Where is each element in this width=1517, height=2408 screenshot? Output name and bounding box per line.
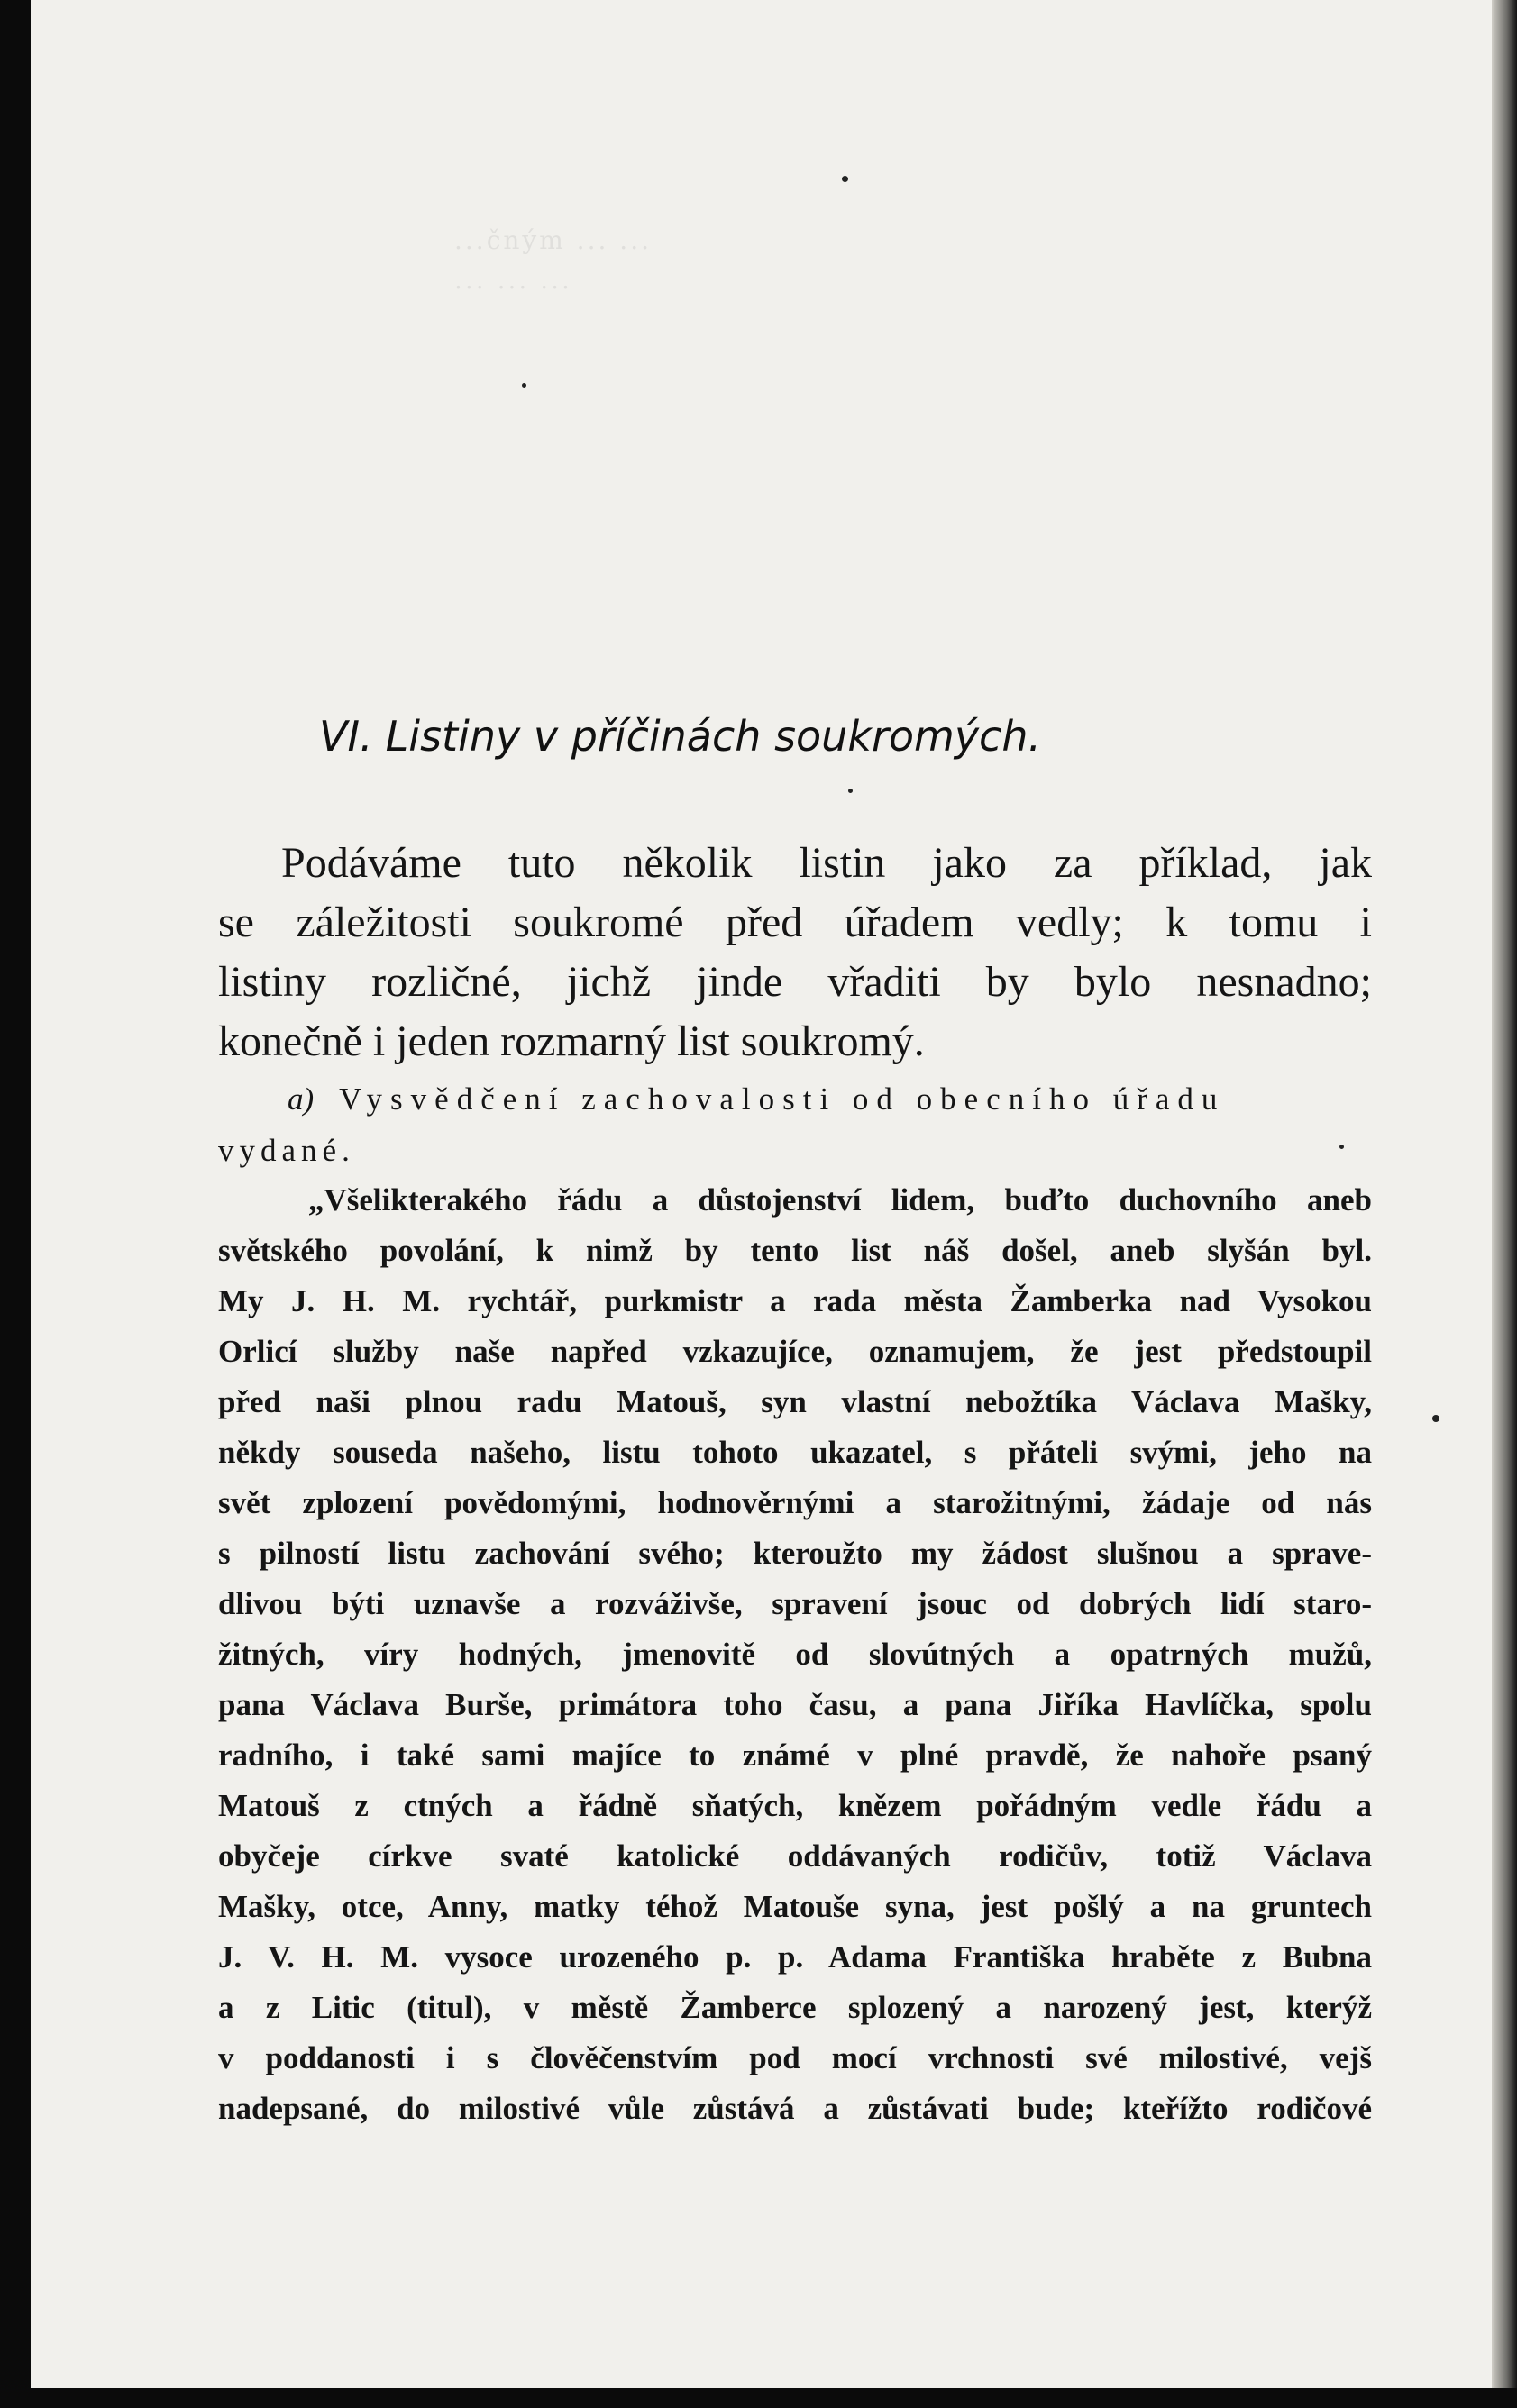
speck: [1432, 1415, 1439, 1422]
subheading-line: [288, 1081, 1372, 1117]
subheading-marker: a): [288, 1081, 315, 1117]
body-line: svět zplození povědomými, hodnověrnými a starožitnými, žádaje od nás: [218, 1485, 1372, 1520]
body-line: před naši plnou radu Matouš, syn vlastní nebožtíka Václava Mašky,: [218, 1384, 1372, 1419]
book-binding-shadow: [0, 0, 31, 2408]
section-title: Listiny v příčinách soukromých.: [385, 712, 1042, 761]
body-line: Orlicí služby naše napřed vzkazujíce, oznamujem, že jest předstoupil: [218, 1334, 1372, 1369]
body-line: radního, i také sami majíce to známé v plné pravdě, že nahoře psaný: [218, 1738, 1372, 1773]
body-line: dlivou býti uznavše a rozváživše, spravení jsouc od dobrých lidí staro-: [218, 1586, 1372, 1621]
speck: [848, 789, 853, 793]
body-line: Mašky, otce, Anny, matky téhož Matouše syna, jest pošlý a na gruntech: [218, 1889, 1372, 1924]
body-line: nadepsané, do milostivé vůle zůstává a zůstávati bude; kteřížto rodičové: [218, 2091, 1372, 2126]
body-line: někdy souseda našeho, listu tohoto ukazatel, s přáteli svými, jeho na: [218, 1435, 1372, 1470]
body-line: pana Václava Burše, primátora toho času, a pana Jiříka Havlíčka, spolu: [218, 1687, 1372, 1722]
body-line: žitných, víry hodných, jmenovitě od slovútných a opatrných mužů,: [218, 1637, 1372, 1672]
section-heading: [319, 712, 1311, 761]
section-number: VI.: [319, 712, 373, 761]
subheading-title: Vysvědčení zachovalosti od obecního úřadu: [339, 1081, 1226, 1117]
speck: [522, 383, 526, 388]
body-line: Matouš z ctných a řádně sňatých, knězem pořádným vedle řádu a: [218, 1788, 1372, 1823]
bleed-through-text: [454, 221, 923, 320]
subheading-line-2: vydané.: [218, 1133, 355, 1168]
body-line: a z Litic (titul), v městě Žamberce splozený a narozený jest, kterýž: [218, 1990, 1372, 2025]
body-line: v poddanosti i s člověčenstvím pod mocí vrchnosti své milostivé, vejš: [218, 2040, 1372, 2075]
body-line: s pilností listu zachování svého; kteroužto my žádost slušnou a sprave-: [218, 1536, 1372, 1571]
page-edge-shadow: [1492, 0, 1517, 2408]
intro-paragraph-line: konečně i jeden rozmarný list soukromý.: [218, 1017, 925, 1065]
body-line: J. V. H. M. vysoce urozeného p. p. Adama Františka hraběte z Bubna: [218, 1939, 1372, 1975]
intro-paragraph-line: listiny rozličné, jichž jinde vřaditi by bylo nesnadno;: [218, 958, 1372, 1006]
bleed-through-line: ... ... ...: [454, 265, 572, 295]
body-line: „Všelikterakého řádu a důstojenství lidem, buďto duchovního aneb: [308, 1182, 1372, 1218]
intro-paragraph-line: Podáváme tuto několik listin jako za příklad, jak: [281, 839, 1372, 887]
bottom-edge-shadow: [0, 2388, 1517, 2408]
bleed-through-line: ...čným ... ...: [454, 225, 652, 255]
body-line: My J. H. M. rychtář, purkmistr a rada města Žamberka nad Vysokou: [218, 1283, 1372, 1318]
document-page: [31, 0, 1492, 2388]
body-line: obyčeje církve svaté katolické oddávaných rodičův, totiž Václava: [218, 1838, 1372, 1874]
intro-paragraph-line: se záležitosti soukromé před úřadem vedly; k tomu i: [218, 898, 1372, 946]
body-line: světského povolání, k nimž by tento list náš došel, aneb slyšán byl.: [218, 1233, 1372, 1268]
speck: [842, 176, 848, 182]
